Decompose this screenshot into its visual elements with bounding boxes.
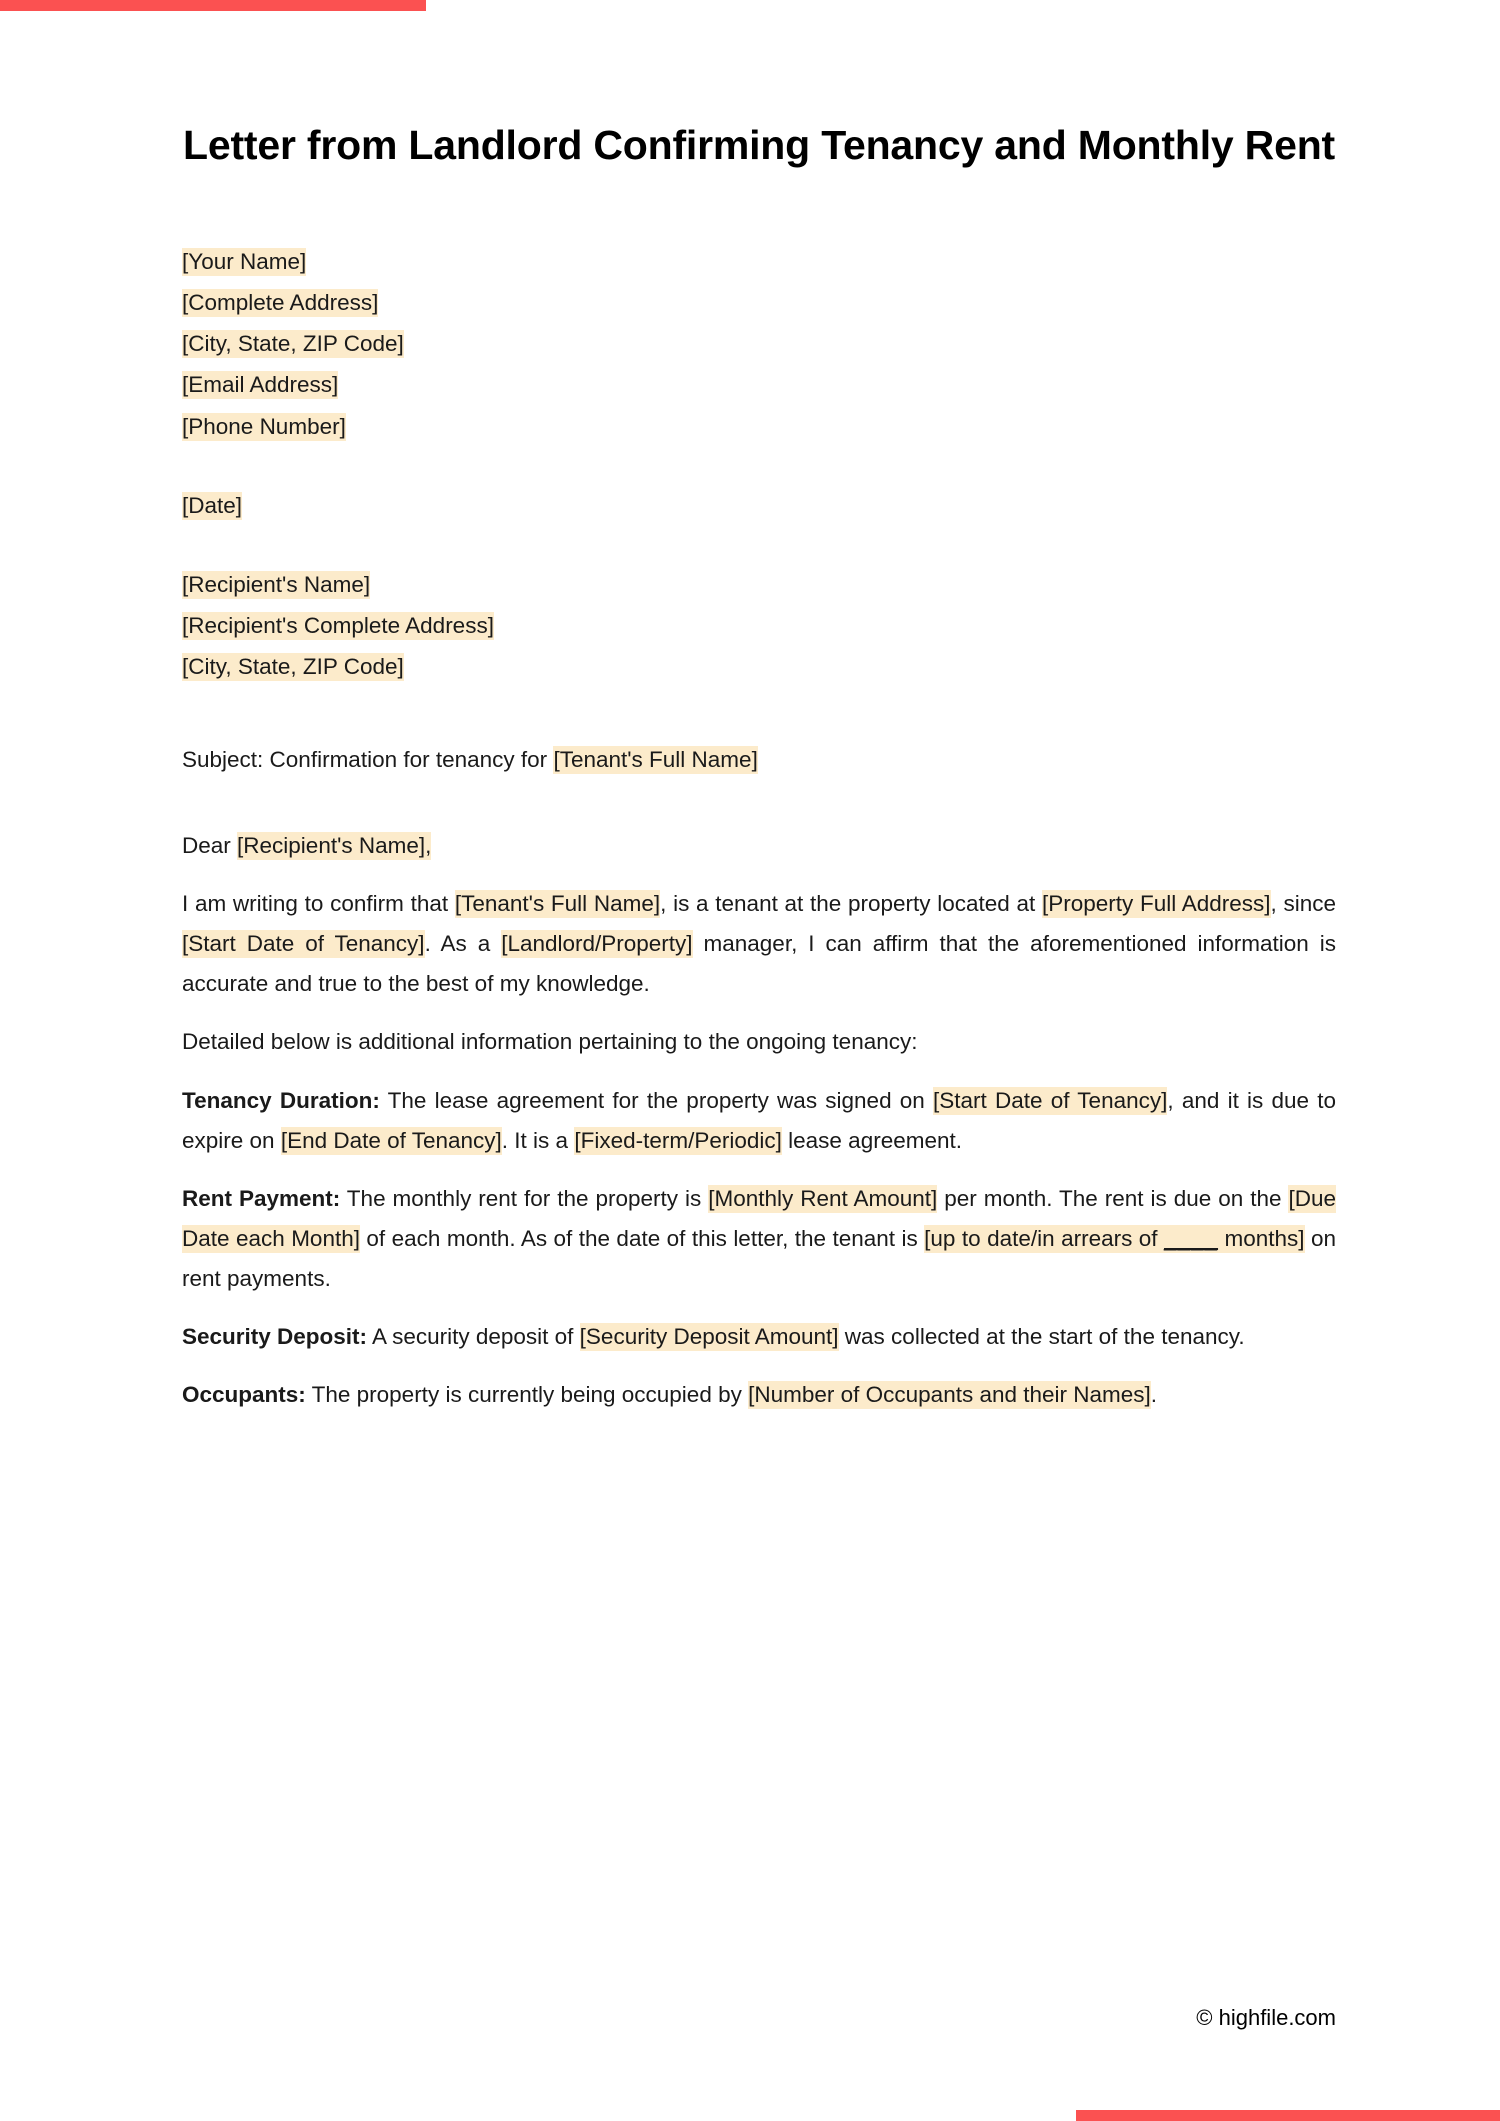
date-line [182,492,1336,520]
occupants-part1: The property is currently being occupied by [305,1381,749,1407]
tenancy-duration-part4: lease agreement. [781,1127,963,1153]
occupants-label: Occupants: [182,1381,306,1407]
intro-part2: , is a tenant at the property located at [660,891,1042,917]
recipient-address-line [182,612,1336,640]
salutation-recipient-placeholder: [Recipient's Name], [237,833,432,859]
arrears-close: months] [1218,1225,1305,1251]
sender-email-line [182,371,1336,399]
page-title: Letter from Landlord Confirming Tenancy and Monthly Rent [183,122,1335,168]
rent-payment-part2: per month. The rent is due on the [937,1185,1289,1211]
sender-address-value: [Complete Address] [182,290,379,316]
recipient-city-line [182,653,1336,681]
date-value: [Date] [182,492,243,518]
salutation-line [182,826,1336,866]
sender-name-value: [Your Name] [182,249,307,275]
occupants-paragraph [182,1375,1336,1415]
arrears-blank-field: ____ [1163,1225,1219,1251]
intro-property-address: [Property Full Address] [1042,891,1271,917]
recipient-address-block [182,571,1336,681]
subject-prefix: Subject: Confirmation for tenancy for [182,747,554,773]
date-block [182,492,1336,520]
tenancy-duration-label: Tenancy Duration: [182,1087,380,1113]
bottom-accent-bar [1076,2110,1500,2121]
rent-payment-paragraph [182,1179,1336,1299]
intro-part5: manager, I can affirm that the aforementioned information is accurate and true to the best of my knowledge. [182,931,1336,997]
arrears-open: [up to date/in arrears of [924,1225,1164,1251]
spacer-after-recipient [182,694,1336,740]
recipient-name-line [182,571,1336,599]
sender-phone-value: [Phone Number] [182,413,346,439]
security-deposit-part2: was collected at the start of the tenancy. [838,1323,1245,1349]
footer-credit: © highfile.com [1196,2005,1336,2030]
spacer-after-date [182,533,1336,571]
recipient-name-value: [Recipient's Name] [182,571,371,597]
rent-payment-part3: of each month. As of the date of this letter, the tenant is [359,1225,925,1251]
tenancy-duration-end-date: [End Date of Tenancy] [280,1127,502,1153]
spacer-after-sender [182,454,1336,492]
rent-payment-label: Rent Payment: [182,1185,341,1211]
sender-phone-line [182,413,1336,441]
sender-address-line [182,289,1336,317]
sender-city-line [182,330,1336,358]
intro-part3: , since [1270,891,1337,917]
sender-name-line [182,248,1336,276]
salutation-prefix: Dear [182,833,238,859]
rent-payment-arrears-status [924,1225,1304,1253]
security-deposit-part1: A security deposit of [367,1323,580,1349]
sender-email-value: [Email Address] [182,372,339,398]
intro-part1: I am writing to confirm that [182,891,455,917]
occupants-placeholder: [Number of Occupants and their Names] [748,1381,1151,1407]
spacer-after-subject [182,798,1336,826]
tenancy-duration-part1: The lease agreement for the property was signed on [379,1087,934,1113]
rent-payment-part1: The monthly rent for the property is [340,1185,709,1211]
intro-paragraph [182,884,1336,1004]
tenancy-duration-paragraph [182,1081,1336,1161]
subject-line [182,740,1336,780]
tenancy-duration-start-date: [Start Date of Tenancy] [933,1087,1168,1113]
lead-in-line: Detailed below is additional information pertaining to the ongoing tenancy: [182,1029,918,1055]
recipient-address-value: [Recipient's Complete Address] [182,612,494,638]
tenancy-duration-part3: . It is a [501,1127,575,1153]
tenancy-duration-lease-type: [Fixed-term/Periodic] [574,1127,782,1153]
document-content [182,0,1336,1415]
subject-tenant-placeholder: [Tenant's Full Name] [553,747,758,773]
rent-payment-due-date: [Due Date each Month] [182,1185,1336,1251]
security-deposit-amount: [Security Deposit Amount] [579,1323,839,1349]
letter-body [182,248,1336,1415]
intro-tenant-name: [Tenant's Full Name] [454,891,661,917]
security-deposit-label: Security Deposit: [182,1323,368,1349]
sender-address-block [182,248,1336,441]
intro-landlord-property: [Landlord/Property] [501,931,693,957]
sender-city-value: [City, State, ZIP Code] [182,331,404,357]
intro-part4: . As a [424,931,502,957]
occupants-part2: . [1150,1381,1158,1407]
recipient-city-value: [City, State, ZIP Code] [182,654,404,680]
security-deposit-paragraph [182,1317,1336,1357]
rent-payment-amount: [Monthly Rent Amount] [708,1185,938,1211]
rent-payment-part4: on rent payments. [182,1225,1336,1291]
tenancy-duration-part2: , and it is due to expire on [182,1087,1336,1153]
intro-start-date: [Start Date of Tenancy] [182,931,425,957]
